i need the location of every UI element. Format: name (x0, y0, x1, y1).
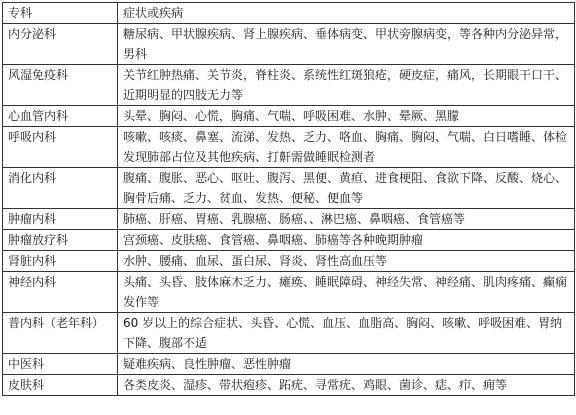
department-cell: 神经内科 (3, 272, 118, 313)
table-row (3, 127, 575, 168)
header-department: 专科 (3, 3, 118, 24)
table-row (3, 230, 575, 251)
table-row (3, 272, 575, 313)
department-cell: 普内科（老年科） (3, 313, 118, 354)
symptoms-cell: 腹痛、腹胀、恶心、呕吐、腹泻、黑便、黄疸、进食梗阻、食欲下降、反酸、烧心、胸骨后痛、乏力、贫血、发热、便秘、便血等 (118, 168, 575, 209)
department-cell: 肿瘤放疗科 (3, 230, 118, 251)
department-cell: 皮肤科 (3, 375, 118, 396)
table-row (3, 106, 575, 127)
symptoms-cell: 水肿、腰痛、血尿、蛋白尿、肾炎、肾性高血压等 (118, 251, 575, 272)
table-row (3, 209, 575, 230)
symptoms-cell: 60 岁以上的综合症状、头昏、心慌、血压、血脂高、胸闷、咳嗽、呼吸困难、胃纳下降、腹部不适 (118, 313, 575, 354)
department-cell: 内分泌科 (3, 24, 118, 65)
table-header-row (3, 3, 575, 24)
header-symptoms: 症状或疾病 (118, 3, 575, 24)
department-cell: 肾脏内科 (3, 251, 118, 272)
department-cell: 消化内科 (3, 168, 118, 209)
symptoms-cell: 咳嗽、咳痰、鼻塞、流涕、发热、乏力、咯血、胸痛、胸闷、气喘、白日嗜睡、体检发现肺部占位及其他疾病、打鼾需做睡眠检测者 (118, 127, 575, 168)
department-cell: 呼吸内科 (3, 127, 118, 168)
symptoms-cell: 各类皮炎、湿疹、带状疱疹、跖疣、寻常疣、鸡眼、菌诊、痣、疖、痈等 (118, 375, 575, 396)
symptoms-cell: 头晕、胸闷、心慌，胸痛、气喘、呼吸困难、水肿、晕厥、黑朦 (118, 106, 575, 127)
table-row (3, 354, 575, 375)
symptoms-cell: 头痛、头昏、肢体麻木乏力、瘫痪、睡眠障碍、神经失常、神经痛、肌肉疼痛、癫痫发作等 (118, 272, 575, 313)
table-row (3, 313, 575, 354)
table-row (3, 375, 575, 396)
department-cell: 风湿免疫科 (3, 65, 118, 106)
symptoms-cell: 疑难疾病、良性肿瘤、恶性肿瘤 (118, 354, 575, 375)
table-row (3, 168, 575, 209)
table-row (3, 24, 575, 65)
symptoms-cell: 关节红肿热痛、关节炎，脊柱炎、系统性红斑狼疮，硬皮症，痛风，长期眼干口干、近期明显的四肢无力等 (118, 65, 575, 106)
department-cell: 肿瘤内科 (3, 209, 118, 230)
table-row (3, 65, 575, 106)
department-symptom-table (2, 2, 575, 396)
table-row (3, 251, 575, 272)
department-cell: 心血管内科 (3, 106, 118, 127)
symptoms-cell: 糖尿病、甲状腺疾病、肾上腺疾病、垂体病变、甲状旁腺病变，等各种内分泌异常，男科 (118, 24, 575, 65)
symptoms-cell: 宫颈癌、皮肤癌、食管癌、鼻咽癌、肺癌等各种晚期肿瘤 (118, 230, 575, 251)
department-cell: 中医科 (3, 354, 118, 375)
symptoms-cell: 肺癌、肝癌、胃癌、乳腺癌、肠癌、、淋巴癌、鼻咽癌、食管癌等 (118, 209, 575, 230)
